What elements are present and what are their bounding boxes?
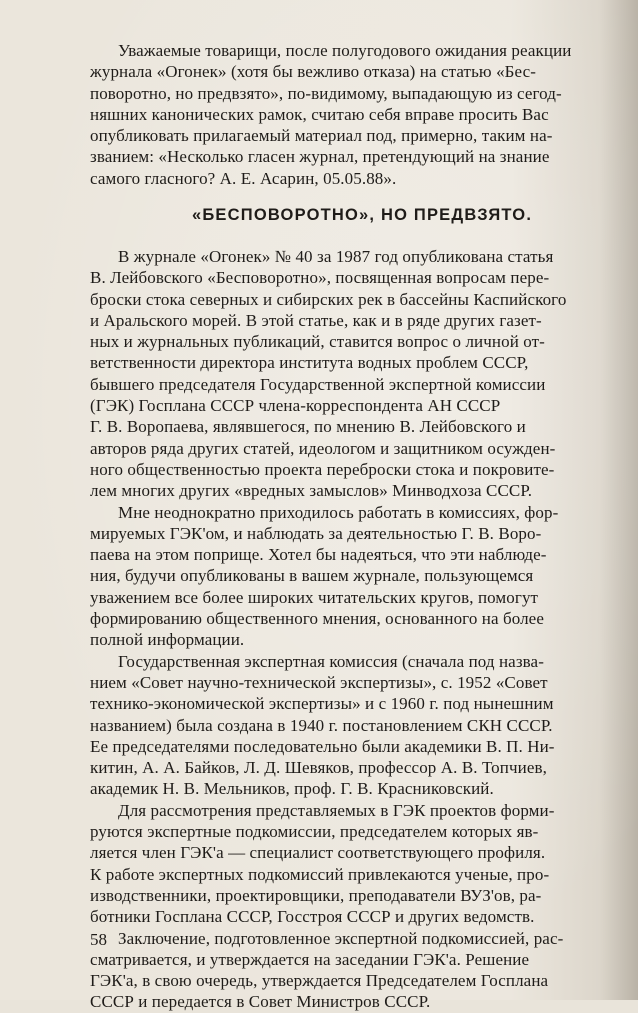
text-line: ния, будучи опубликованы в вашем журнале, пользующемся [90, 566, 534, 586]
text-line: ветственности директора института водных проблем СССР, [90, 353, 529, 373]
text-line: формированию общественного мнения, основанного на более [90, 609, 544, 629]
text-line: СССР и передается в Совет Министров СССР. [90, 992, 431, 1012]
text-line: Государственная экспертная комиссия (сначала под назва- [118, 651, 544, 671]
text-line: ботники Госплана СССР, Госстроя СССР и других ведомств. [90, 907, 535, 927]
article-body [90, 246, 638, 1013]
text-line: сматривается, и утверждается на заседании ГЭК'а. Решение [90, 949, 530, 969]
intro-paragraph [90, 40, 638, 189]
text-line: опубликовать прилагаемый материал под, примерно, таким на- [90, 126, 553, 146]
text-line: академик Н. В. Мельников, проф. Г. В. Красниковский. [90, 779, 494, 799]
text-line: руются экспертные подкомиссии, председателем которых яв- [90, 822, 539, 842]
text-line: самого гласного? А. Е. Асарин, 05.05.88». [90, 168, 397, 188]
text-line: уважением все более широких читательских кругов, помогут [90, 587, 539, 607]
text-line: Уважаемые товарищи, после полугодового ожидания реакции [118, 41, 572, 60]
text-line: мируемых ГЭК'ом, и наблюдать за деятельностью Г. В. Воро- [90, 523, 542, 543]
text-line: паева на этом поприще. Хотел бы надеяться, что эти наблюде- [90, 545, 547, 565]
text-line: технико-экономической экспертизы» и с 1960 г. под нынешним [90, 694, 554, 714]
text-line: броски стока северных и сибирских рек в бассейны Каспийского [90, 289, 567, 309]
text-line: изводственники, проектировщики, преподаватели ВУЗ'ов, ра- [90, 885, 542, 905]
text-line: ляется член ГЭК'а — специалист соответствующего профиля. [90, 843, 546, 863]
text-line: нием «Совет научно-технической экспертизы», с. 1952 «Совет [90, 672, 548, 692]
text-line: (ГЭК) Госплана СССР члена-корреспондента АН СССР [90, 396, 501, 416]
text-line: В. Лейбовского «Бесповоротно», посвященная вопросам пере- [90, 268, 550, 288]
text-line: лем многих других «вредных замыслов» Минводхоза СССР. [90, 481, 533, 501]
text-line: Мне неоднократно приходилось работать в комиссиях, фор- [118, 502, 559, 522]
text-line: Г. В. Воропаева, являвшегося, по мнению В. Лейбовского и [90, 417, 526, 437]
text-line: К работе экспертных подкомиссий привлекаются ученые, про- [90, 864, 550, 884]
text-line: Ее председателями последовательно были академики В. П. Ни- [90, 736, 555, 756]
article-title: «БЕСПОВОРОТНО», НО ПРЕДВЗЯТО. [192, 206, 533, 224]
text-line: Заключение, подготовленное экспертной подкомиссией, рас- [118, 928, 564, 948]
text-line: названием) была создана в 1940 г. постановлением СКН СССР. [90, 715, 553, 735]
text-line: ГЭК'а, в свою очередь, утверждается Председателем Госплана [90, 971, 549, 991]
page-number: 58 [90, 930, 107, 949]
text-line: китин, А. А. Байков, Л. Д. Шевяков, профессор А. В. Топчиев, [90, 758, 547, 778]
text-line: бывшего председателя Государственной экспертной комиссии [90, 374, 546, 394]
text-line: няшних канонических рамок, считаю себя вправе просить Вас [90, 104, 549, 124]
text-line: ных и журнальных публикаций, ставится вопрос о личной от- [90, 332, 545, 352]
text-line: Для рассмотрения представляемых в ГЭК проектов форми- [118, 800, 555, 820]
text-line: полной информации. [90, 630, 245, 650]
text-line: ного общественностью проекта переброски стока и покровите- [90, 459, 555, 479]
text-line: журнала «Огонек» (хотя бы вежливо отказа) на статью «Бес- [90, 62, 537, 82]
text-line: авторов ряда других статей, идеологом и защитником осужден- [90, 438, 556, 458]
text-line: поворотно, но предвзято», по-видимому, выпадающую из сегод- [90, 83, 562, 103]
text-line: званием: «Несколько гласен журнал, претендующий на знание [90, 147, 550, 167]
text-line: В журнале «Огонек» № 40 за 1987 год опубликована статья [118, 247, 554, 266]
text-line: и Аральского морей. В этой статье, как и в ряде других газет- [90, 310, 542, 330]
